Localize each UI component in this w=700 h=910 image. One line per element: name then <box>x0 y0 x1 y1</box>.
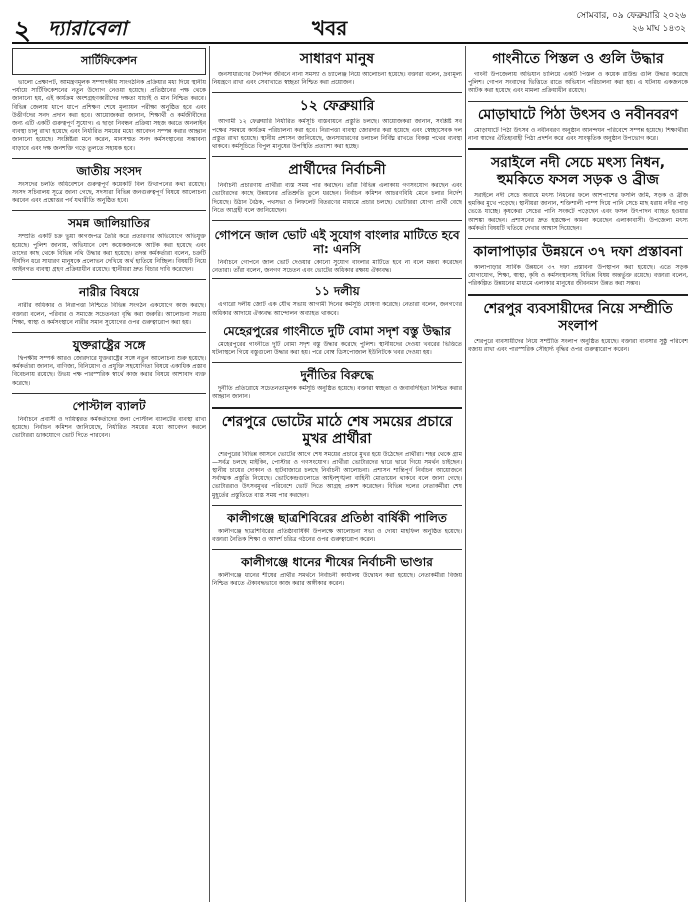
column-divider <box>465 46 466 902</box>
article-paragraph: শেরপুরে ব্যবসায়ীদের নিয়ে সম্প্রীতি সংলাপ অনুষ্ঠিত হয়েছে। বক্তারা ব্যবসার সুষ্ঠু পরিবেশ বজায় রাখা এবং পারস্পরিক সৌহার্দ্য বৃদ্ধির ওপর গুরুত্বারোপ করেন। <box>468 337 688 353</box>
article-body <box>12 181 206 207</box>
article-body <box>468 192 688 234</box>
article-headline: ১১ দলীয় <box>314 284 360 299</box>
column-left <box>12 46 206 902</box>
divider <box>212 407 462 409</box>
article-paragraph: দুর্নীতি প্রতিরোধে সচেতনতামূলক কর্মসূচি অনুষ্ঠিত হয়েছে। বক্তারা স্বচ্ছতা ও জবাবদিহিতা নিশ্চিত করার আহ্বান জানান। <box>212 385 462 401</box>
article-body <box>468 338 688 355</box>
page-number: ২ <box>14 16 31 46</box>
divider <box>212 505 462 506</box>
article-paragraph: কালীগঞ্জে ছাত্রশিবিরের প্রতিষ্ঠাবার্ষিকী উপলক্ষে আলোচনা সভা ও দোয়া মাহফিল অনুষ্ঠিত হয়েছে। বক্তারা নৈতিক শিক্ষা ও আদর্শ চরিত্র গঠনের ওপর গুরুত্বারোপ করেন। <box>212 527 462 544</box>
newspaper-logo: দ্যারাবেলা <box>48 16 127 40</box>
article-paragraph: সংসদের চলতি অধিবেশনে গুরুত্বপূর্ণ কয়েকটি বিল উত্থাপনের কথা রয়েছে। সংসদ সচিবালয় সূত্রে জানা গেছে, সদস্যরা বিভিন্ন জনগুরুত্বপূর্ণ বিষয়ে আলোচনা করবেন এবং প্রশ্নোত্তর পর্ব যথারীতি অনুষ্ঠিত হবে। <box>12 180 206 205</box>
article-headline: দুর্নীতির বিরুদ্ধে <box>300 368 374 383</box>
article-body <box>212 259 462 276</box>
article-headline: পোস্টাল ব্যালট <box>72 398 146 413</box>
article-paragraph: মোড়াঘাটে পিঠা উৎসব ও নবীনবরণ অনুষ্ঠান আনন্দঘন পরিবেশে সম্পন্ন হয়েছে। শিক্ষার্থীরা নানা স্বাদের ঐতিহ্যবাহী পিঠা প্রদর্শন করে এবং সাংস্কৃতিক অনুষ্ঠান উপভোগ করে। <box>468 126 688 142</box>
article-headline: ১২ ফেব্রুয়ারি <box>299 98 375 115</box>
section-title: খবর <box>312 16 348 40</box>
article-headline: সার্টিফিকেশন <box>12 48 206 75</box>
divider <box>212 362 462 363</box>
article-headline: গোপনে জাল ভোট এই সুযোগ বাংলার মাটিতে হবে না: এনসি <box>214 228 460 257</box>
article-body <box>12 355 206 389</box>
column-divider <box>209 46 210 902</box>
article-headline: কালীগঞ্জে ছাত্রশিবিরের প্রতিষ্ঠা বার্ষিকী পালিত <box>227 510 447 525</box>
date-gregorian: সোমবার, ০৯ ফেব্রুয়ারি ২০২৬ <box>576 11 686 21</box>
article-paragraph: কালাপাড়ার সার্বিক উন্নয়নে ৩৭ দফা প্রস্তাবনা উপস্থাপন করা হয়েছে। এতে সড়ক যোগাযোগ, শিক্ষা, স্বাস্থ্য, কৃষি ও কর্মসংস্থানসহ বিভিন্ন বিষয় অন্তর্ভুক্ত রয়েছে। বক্তারা বলেন, পরিকল্পিত উন্নয়নের মাধ্যমে এলাকার মানুষের জীবনমান উন্নত করা সম্ভব। <box>468 264 688 288</box>
article-paragraph: মেহেরপুরের গাংনীতে দুটি বোমা সদৃশ বস্তু উদ্ধার করেছে পুলিশ। স্থানীয়দের দেওয়া খবরের ভিত্তিতে ঘটনাস্থলে গিয়ে বস্তুগুলো উদ্ধার করা হয়। পরে বোম্ব ডিসপোজাল ইউনিটকে খবর দেওয়া হয়। <box>212 340 462 357</box>
article-headline: সাধারণ মানুষ <box>299 51 375 67</box>
article-paragraph: সম্প্রতি একটি চক্র ভুয়া কাগজপত্র তৈরি করে প্রতারণার অভিযোগে অভিযুক্ত হয়েছে। পুলিশ জানায়, অভিযানে বেশ কয়েকজনকে আটক করা হয়েছে এবং তাদের কাছ থেকে বিভিন্ন নথি উদ্ধার করা হয়েছে। তদন্ত কর্মকর্তারা বলেন, চক্রটি দীর্ঘদিন ধরে সাধারণ মানুষকে প্রলোভন দেখিয়ে অর্থ হাতিয়ে নিচ্ছিল। বিষয়টি নিয়ে আইনগত ব্যবস্থা গ্রহণ প্রক্রিয়াধীন রয়েছে। স্থানীয়রা দ্রুত বিচার দাবি করেছেন। <box>12 233 206 274</box>
article-paragraph: নারীর অধিকার ও নিরাপত্তা নিশ্চিতে বিভিন্ন সংগঠন একযোগে কাজ করছে। বক্তারা বলেন, পরিবার ও সমাজে সচেতনতা বৃদ্ধি করা জরুরি। আলোচনা সভায় শিক্ষা, স্বাস্থ্য ও কর্মসংস্থানে নারীর সমান সুযোগের ওপর গুরুত্বারোপ করা হয়। <box>12 302 206 326</box>
article-headline: শেরপুরে ভোটের মাঠে শেষ সময়ের প্রচারে মুখর প্রার্থীরা <box>221 413 453 447</box>
article-body <box>212 301 462 318</box>
masthead <box>12 8 688 44</box>
article-body <box>212 71 462 88</box>
article-paragraph: ভালো প্রেক্ষাপট, আমন্ত্রণমূলক সম্পাদকীয় সাংগঠনিক প্রক্রিয়ার মধ্য দিয়ে স্থানীয় পর্যায়ে সার্টিফিকেশনের নতুন উদ্যোগ নেওয়া হয়েছে। প্রতিষ্ঠানের পক্ষ থেকে জানানো হয়, এই কার্যক্রম অংশগ্রহণকারীদের দক্ষতা যাচাই ও মান নিশ্চিত করবে। বিভিন্ন জেলায় ধাপে ধাপে প্রশিক্ষণ শেষে মূল্যায়ন পরীক্ষা অনুষ্ঠিত হবে এবং উত্তীর্ণদের সনদ প্রদান করা হবে। আয়োজকরা জানান, শিক্ষার্থী ও কর্মজীবীদের জন্য এটি একটি গুরুত্বপূর্ণ সুযোগ। এ ছাড়া নিবন্ধন প্রক্রিয়া সহজ করতে অনলাইন ব্যবস্থা চালু রাখা হয়েছে এবং নির্ধারিত সময়ের মধ্যে আবেদন সম্পন্ন করার আহ্বান জানানো হয়েছে। সংশ্লিষ্টরা মনে করেন, মানসম্মত সনদ কর্মসংস্থানের সম্ভাবনা বাড়াবে এবং দক্ষ জনশক্তি গড়ে তুলতে সহায়ক হবে। <box>12 79 206 152</box>
newspaper-page <box>12 8 688 902</box>
column-center <box>212 46 462 902</box>
divider <box>468 148 688 150</box>
divider <box>212 92 462 93</box>
divider <box>12 158 206 159</box>
article-paragraph: নির্বাচনে গোপনে জাল ভোট দেওয়ার কোনো সুযোগ বাংলার মাটিতে হবে না বলে মন্তব্য করেছেন নেতারা। তাঁরা বলেন, জনগণ সচেতন এবং ভোটের অধিকার রক্ষায় ঐক্যবদ্ধ। <box>212 259 462 275</box>
article-body <box>12 233 206 275</box>
article-body <box>468 127 688 144</box>
article-body <box>468 264 688 290</box>
article-headline: কালাপাড়ার উন্নয়নে ৩৭ দফা প্রস্তাবনা <box>473 244 683 261</box>
article-paragraph: গাংনী উপজেলায় অভিযান চালিয়ে একটি পিস্তল ও কয়েক রাউন্ড গুলি উদ্ধার করেছে পুলিশ। গোপন সংবাদের ভিত্তিতে রাতে অভিযান পরিচালনা করা হয়। এ ঘটনায় একজনকে আটক করা হয়েছে এবং মামলা প্রক্রিয়াধীন রয়েছে। <box>468 71 688 95</box>
article-headline: মোড়াঘাটে পিঠা উৎসব ও নবীনবরণ <box>477 106 679 123</box>
divider <box>12 210 206 211</box>
article-paragraph: নির্বাচনে প্রবাসী ও দায়িত্বরত কর্মকর্তাদের জন্য পোস্টাল ব্যালটের ব্যবস্থা রাখা হয়েছে। নির্বাচন কমিশন জানিয়েছে, নির্ধারিত সময়ের মধ্যে আবেদন করলে ভোটাররা ডাকযোগে ভোট দিতে পারবেন। <box>12 415 206 440</box>
article-paragraph: শেরপুরের বিভিন্ন আসনে ভোটের আগে শেষ সময়ের প্রচারে মুখর হয়ে উঠেছেন প্রার্থীরা। শহর থেকে গ্রাম—সর্বত্র চলছে মাইকিং, পোস্টার ও গণসংযোগ। প্রার্থীরা ভোটারদের দ্বারে দ্বারে গিয়ে সমর্থন চাইছেন। স্থানীয় চায়ের দোকান ও হাটবাজারে চলছে নির্বাচনী আলোচনা। প্রশাসন শান্তিপূর্ণ নির্বাচন আয়োজনে সর্বাত্মক প্রস্তুতি নিয়েছে। ভোটকেন্দ্রগুলোতে আইনশৃঙ্খলা বাহিনী মোতায়েন থাকবে বলে জানা গেছে। ভোটাররাও উৎসবমুখর পরিবেশে ভোট দিতে আগ্রহ প্রকাশ করেছেন। বিভিন্ন দলের নেতাকর্মীরা শেষ মুহূর্তের প্রস্তুতিতে ব্যস্ত সময় পার করছেন। <box>212 450 462 499</box>
article-headline: প্রার্থীদের নির্বাচনী <box>288 162 386 179</box>
article-headline: যুক্তরাষ্ট্রের সঙ্গে <box>72 338 146 353</box>
article-headline: কালীগঞ্জে ধানের শীষের নির্বাচনী ভাণ্ডার <box>241 555 433 570</box>
article-body <box>212 118 462 152</box>
divider <box>468 101 688 102</box>
article-body <box>212 182 462 216</box>
article-body <box>12 416 206 442</box>
boxed-article <box>212 220 462 279</box>
article-headline: গাংনীতে পিস্তল ও গুলি উদ্ধার <box>492 51 664 67</box>
article-body <box>468 71 688 97</box>
divider <box>468 294 688 296</box>
article-headline: সরাইলে নদী সেচে মৎস্য নিধন, হুমকিতে ফসল সড়ক ও ব্রীজ <box>490 155 666 189</box>
article-body <box>12 79 206 154</box>
divider <box>468 238 688 239</box>
column-right <box>468 46 688 902</box>
article-paragraph: আগামী ১২ ফেব্রুয়ারি নির্ধারিত কর্মসূচি বাস্তবায়নে প্রস্তুতি চলছে। আয়োজকরা জানান, সংশ্লিষ্ট সব পক্ষের সমন্বয়ে কার্যক্রম পরিচালনা করা হবে। নিরাপত্তা ব্যবস্থা জোরদার করা হয়েছে এবং স্বেচ্ছাসেবক দল প্রস্তুত রাখা হয়েছে। স্থানীয় প্রশাসন জানিয়েছে, জনসাধারণের চলাচল নির্বিঘ্ন রাখতে বিকল্প পথের ব্যবস্থা থাকবে। কর্মসূচিতে বিপুল মানুষের উপস্থিতি প্রত্যাশা করা হচ্ছে। <box>212 118 462 151</box>
divider <box>12 332 206 333</box>
article-headline: নারীর বিষয়ে <box>78 285 140 300</box>
article-paragraph: দ্বিপক্ষীয় সম্পর্ক আরও জোরদারে যুক্তরাষ্ট্রের সঙ্গে নতুন আলোচনা শুরু হয়েছে। কর্মকর্তারা জানান, বাণিজ্য, বিনিয়োগ ও প্রযুক্তি সহযোগিতা বিষয়ে একাধিক প্রস্তাব বিবেচনায় রয়েছে। উভয় পক্ষ পারস্পরিক স্বার্থে কাজ করার বিষয়ে আশাবাদ ব্যক্ত করেছে। <box>12 355 206 387</box>
article-body <box>12 302 206 328</box>
article-paragraph: এগারো দলীয় জোট এক যৌথ সভায় আগামী দিনের কর্মসূচি ঘোষণা করেছে। নেতারা বলেন, জনগণের অধিকার আদায়ে ঐক্যবদ্ধ আন্দোলন অব্যাহত থাকবে। <box>212 301 462 317</box>
article-body <box>212 528 462 545</box>
article-paragraph: জনসাধারণের দৈনন্দিন জীবনে নানা সমস্যা ও চ্যালেঞ্জ নিয়ে আলোচনা হয়েছে। বক্তারা বলেন, দ্রব্যমূল্য নিয়ন্ত্রণে রাখা এবং সেবাখাতে স্বচ্ছতা নিশ্চিত করা প্রয়োজন। <box>212 71 462 87</box>
divider <box>212 549 462 550</box>
article-paragraph: কালীগঞ্জে ধানের শীষের প্রার্থীর সমর্থনে নির্বাচনী কার্যালয় উদ্বোধন করা হয়েছে। নেতাকর্মীরা বিজয় নিশ্চিত করতে ঐক্যবদ্ধভাবে কাজ করার অঙ্গীকার করেন। <box>212 572 462 588</box>
article-body <box>212 572 462 589</box>
article-body <box>212 341 462 358</box>
divider <box>12 393 206 394</box>
divider <box>212 156 462 157</box>
date-bangla: ২৬ মাঘ ১৪৩২ <box>632 24 686 34</box>
article-body <box>212 385 462 402</box>
article-headline: মেহেরপুরের গাংনীতে দুটি বোমা সদৃশ বস্তু উদ্ধার <box>223 323 451 338</box>
article-paragraph: নির্বাচনী প্রচারণায় প্রার্থীরা ব্যস্ত সময় পার করছেন। তাঁরা বিভিন্ন এলাকায় গণসংযোগ করছেন এবং ভোটারদের কাছে উন্নয়নের প্রতিশ্রুতি তুলে ধরছেন। নির্বাচন কমিশন আচরণবিধি মেনে চলার নির্দেশ দিয়েছে। উঠান বৈঠক, পথসভা ও লিফলেট বিতরণের মাধ্যমে প্রচার চলছে। ভোটাররা যোগ্য প্রার্থী বেছে নিতে আগ্রহী বলে জানিয়েছেন। <box>212 182 462 214</box>
divider <box>12 279 206 280</box>
date-block <box>577 10 686 36</box>
article-headline: সমন্ন জালিয়াতির <box>68 216 150 231</box>
article-paragraph: সরাইলে নদী সেচে অবাধে মৎস্য নিধনের ফলে আশপাশের ফসলি জমি, সড়ক ও ব্রীজ হুমকির মুখে পড়েছে। স্থানীয়রা জানান, শক্তিশালী পাম্প দিয়ে পানি সেচে মাছ ধরায় নদীর পাড় ভেঙে যাচ্ছে। কৃষকেরা সেচের পানি সংকটে পড়েছেন এবং ফসল উৎপাদন ব্যাহত হওয়ার আশঙ্কা করছেন। প্রশাসনের দ্রুত হস্তক্ষেপ কামনা করেছেন এলাকাবাসী। উপজেলা মৎস্য কর্মকর্তা বিষয়টি খতিয়ে দেখার আশ্বাস দিয়েছেন। <box>468 192 688 232</box>
article-body <box>212 451 462 501</box>
article-headline: শেরপুর ব্যবসায়ীদের নিয়ে সম্প্রীতি সংলাপ <box>483 300 673 334</box>
article-headline: জাতীয় সংসদ <box>76 163 142 178</box>
